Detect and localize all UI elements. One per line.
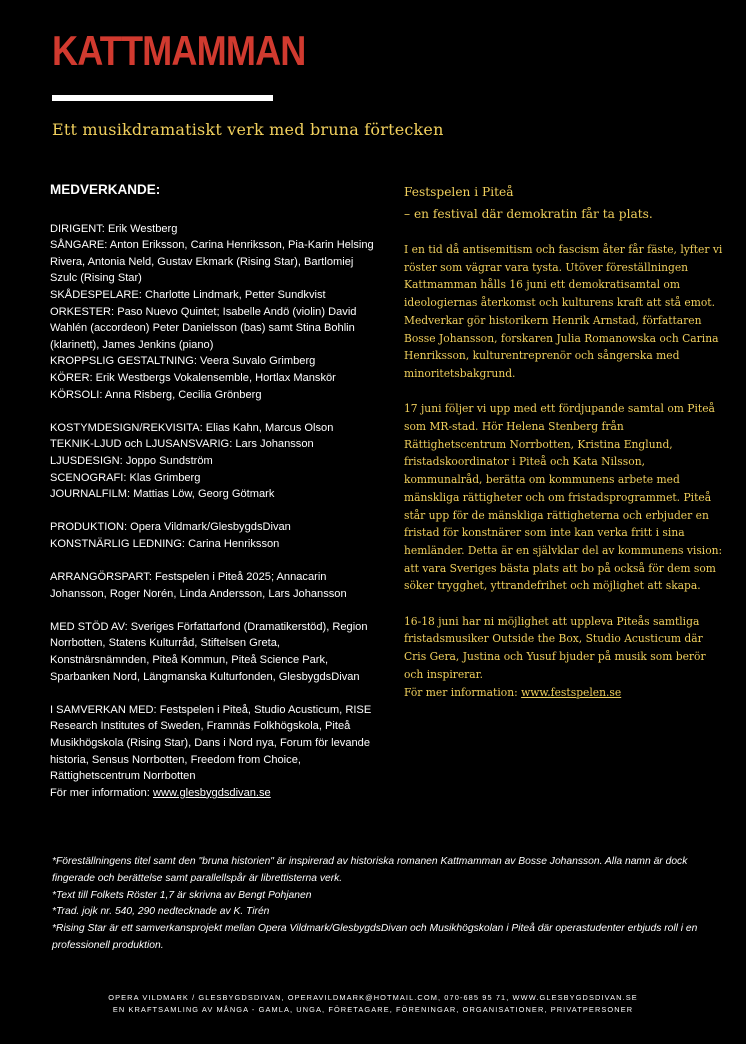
festival-heading-line2: – en festival där demokratin får ta plats.: [404, 207, 653, 221]
credit-line: KOSTYMDESIGN/REKVISITA: Elias Kahn, Marcus Olson: [50, 421, 334, 434]
credit-line: KONSTNÄRLIG LEDNING: Carina Henriksson: [50, 537, 280, 550]
credits-block-collaboration: [50, 702, 380, 802]
footer: [0, 992, 746, 1015]
credit-line: DIRIGENT: Erik Westberg: [50, 222, 178, 235]
credit-line: PRODUKTION: Opera Vildmark/GlesbygdsDivan: [50, 521, 291, 534]
more-info-line: [404, 684, 724, 702]
credits-column: [50, 182, 380, 801]
credit-line: JOURNALFILM: Mattias Löw, Georg Götmark: [50, 488, 275, 501]
festival-paragraph-1: I en tid då antisemitism och fascism åter får fäste, lyfter vi röster som vägrar vara tysta. Utöver föreställningen Kattmamman hålls 16 juni ett demokratisamtal om ideologiernas återkomst och kulturens kraft att stå emot. Medverkar gör historikern Henrik Arnstad, författaren Bosse Johansson, forskaren Julia Romanowska och Carina Henriksson, kulturentreprenör och sångerska med minoritetsbakgrund.: [404, 243, 723, 380]
credit-line: MED STÖD AV: Sveriges Författarfond (Dramatikerstöd), Region Norrbotten, Statens Kulturråd, Stiftelsen Greta, Konstnärsnämnden, Piteå Kommun, Piteå Science Park, Sparbanken Nord, Längmanska Kulturfonden, GlesbygdsDivan: [50, 620, 368, 683]
credit-line: SKÅDESPELARE: Charlotte Lindmark, Petter Sundkvist: [50, 288, 326, 301]
credit-line: ORKESTER: Paso Nuevo Quintet; Isabelle Andö (violin) David Wahlén (accordeon) Peter Danielsson (bas) samt Stina Bohlin (klarinett), James Jenkins (piano): [50, 305, 357, 351]
more-info-line: [50, 785, 380, 802]
festival-heading-line1: Festspelen i Piteå: [404, 185, 514, 199]
festival-paragraph-3: 16-18 juni har ni möjlighet att uppleva Piteås samtliga fristadsmusiker Outside the Box, Studio Acusticum där Cris Gera, Justina och Yusuf bjuder på musik som berör och inspirerar.: [404, 614, 706, 681]
footer-contact: OPERA VILDMARK / GLESBYGDSDIVAN, OPERAVILDMARK@HOTMAIL.COM, 070-685 95 71, WWW.GLESBYGDSDIVAN.SE: [108, 993, 638, 1002]
credit-line: ARRANGÖRSPART: Festspelen i Piteå 2025; Annacarin Johansson, Roger Norén, Linda Andersson, Lars Johansson: [50, 571, 347, 600]
credits-block-production: [50, 519, 380, 552]
credits-block-support: [50, 619, 380, 685]
festival-paragraph-2: 17 juni följer vi upp med ett fördjupande samtal om Piteå som MR-stad. Hör Helena Stenberg från Rättighetscentrum Norrbotten, Kristina Englund, fristadskoordinator i Piteå och Kata Nilsson, kommunalråd, berätta om kommunens arbete med mänskliga rättigheter och om fristadsprogrammet. Piteå står upp för de mänskliga rättigheterna och erbjuder en fristad för konstnärer som inte kan verka fritt i sina hemländer. Detta är en självklar del av kommunens vision: att vara Sveriges bästa plats att bo på också för dem som söker trygghet, yttrandefrihet och möjlighet att skapa.: [404, 402, 723, 593]
credit-line: LJUSDESIGN: Joppo Sundström: [50, 454, 213, 467]
festspelen-link[interactable]: www.festspelen.se: [521, 685, 622, 699]
credit-line: SÅNGARE: Anton Eriksson, Carina Henriksson, Pia-Karin Helsing Rivera, Antonia Neld, Gustav Ekmark (Rising Star), Bartlomiej Szulc (Rising Star): [50, 239, 374, 285]
subtitle: Ett musikdramatiskt verk med bruna förtecken: [52, 120, 444, 139]
glesbygdsdivan-link[interactable]: www.glesbygdsdivan.se: [152, 786, 271, 799]
credits-block-design: [50, 420, 380, 503]
page-title: KATTMAMMAN: [52, 27, 306, 74]
credit-line: TEKNIK-LJUD och LJUSANSVARIG: Lars Johansson: [50, 438, 314, 451]
credit-line: KÖRER: Erik Westbergs Vokalensemble, Hortlax Manskör: [50, 371, 336, 384]
credits-block-organizer: [50, 569, 380, 602]
footnote: *Rising Star är ett samverkansprojekt mellan Opera Vildmark/GlesbygdsDivan och Musikhögskolan i Piteå där operastudenter erbjuds roll i en professionell produktion.: [52, 923, 698, 951]
credit-line: I SAMVERKAN MED: Festspelen i Piteå, Studio Acusticum, RISE Research Institutes of Sweden, Framnäs Folkhögskola, Piteå Musikhögskola (Rising Star), Dans i Nord nya, Forum för levande historia, Sensus Norrbotten, Freedom from Choice, Rättighetscentrum Norrbotten: [50, 703, 372, 783]
festival-heading: [404, 181, 724, 225]
more-info-label: För mer information:: [50, 786, 153, 799]
footer-tagline: EN KRAFTSAMLING AV MÅNGA - GAMLA, UNGA, FÖRETAGARE, FÖRENINGAR, ORGANISATIONER, PRIVATPERSONER: [112, 1004, 634, 1014]
festival-paragraph-3-block: [404, 613, 724, 702]
credit-line: KROPPSLIG GESTALTNING: Veera Suvalo Grimberg: [50, 355, 316, 368]
footnote: *Föreställningens titel samt den "bruna historien" är inspirerad av historiska romanen Kattmamman av Bosse Johansson. Alla namn är dock fingerade och berättelse samt parallellspår är librettisterna verk.: [52, 856, 688, 884]
title-underline: [52, 95, 273, 101]
credits-heading: MEDVERKANDE:: [50, 182, 161, 197]
credit-line: KÖRSOLI: Anna Risberg, Cecilia Grönberg: [50, 388, 262, 401]
footnote: *Trad. jojk nr. 540, 290 nedtecknade av K. Tirén: [52, 906, 270, 918]
footnote: *Text till Folkets Röster 1,7 är skrivna av Bengt Pohjanen: [52, 889, 312, 901]
more-info-label: För mer information:: [404, 685, 522, 699]
credits-block-performers: [50, 221, 380, 404]
credit-line: SCENOGRAFI: Klas Grimberg: [50, 471, 201, 484]
festival-column: [404, 181, 724, 701]
footnotes: [52, 854, 702, 955]
